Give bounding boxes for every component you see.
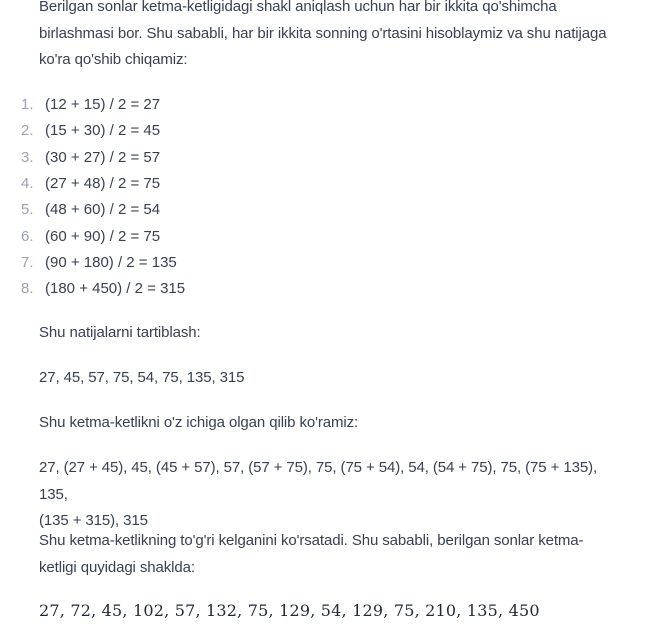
sorted-results: 27, 45, 57, 75, 54, 75, 135, 315 xyxy=(39,369,245,386)
list-item xyxy=(0,92,400,118)
intro-line-2: birlashmasi bor. Shu sababli, har bir ikkita sonning o'rtasini hisoblaymiz va shu natijaga xyxy=(39,24,607,42)
list-item xyxy=(0,276,400,302)
intro-paragraph xyxy=(39,0,629,74)
conclusion-paragraph xyxy=(39,528,629,581)
sort-heading: Shu natijalarni tartiblash: xyxy=(39,324,201,341)
list-item-text: (48 + 60) / 2 = 54 xyxy=(45,201,161,219)
list-item-number: 1. xyxy=(21,96,34,113)
list-item-text: (12 + 15) / 2 = 27 xyxy=(45,96,161,113)
list-item xyxy=(0,224,400,250)
conclusion-line-2: ketligi quyidagi shaklda: xyxy=(39,558,195,576)
list-item-number: 4. xyxy=(21,174,34,192)
list-item xyxy=(0,118,400,144)
final-sequence: 27, 72, 45, 102, 57, 132, 75, 129, 54, 129, 75, 210, 135, 450 xyxy=(39,601,540,620)
list-item-number: 5. xyxy=(21,201,34,219)
conclusion-line-1: Shu ketma-ketlikning to'g'ri kelganini ko'rsatadi. Shu sababli, berilgan sonlar ketma- xyxy=(39,532,584,549)
list-item xyxy=(0,145,400,171)
list-item-number: 7. xyxy=(21,253,34,271)
intro-line-3: ko'ra qo'shib chiqamiz: xyxy=(39,51,188,68)
list-item-number: 2. xyxy=(21,122,34,140)
expanded-sequence xyxy=(39,455,629,535)
list-item xyxy=(0,197,400,223)
list-item xyxy=(0,250,400,276)
list-item-number: 6. xyxy=(21,227,34,245)
list-item-text: (30 + 27) / 2 = 57 xyxy=(45,148,161,166)
list-item xyxy=(0,171,400,197)
list-item-text: (15 + 30) / 2 = 45 xyxy=(45,122,161,140)
list-item-text: (90 + 180) / 2 = 135 xyxy=(45,253,177,271)
list-item-text: (60 + 90) / 2 = 75 xyxy=(45,227,161,245)
expanded-sequence-line-2: (135 + 315), 315 xyxy=(39,512,148,529)
list-item-number: 8. xyxy=(21,280,34,298)
include-heading: Shu ketma-ketlikni o'z ichiga olgan qilib ko'ramiz: xyxy=(39,414,359,431)
list-item-number: 3. xyxy=(21,148,34,166)
list-item-text: (180 + 450) / 2 = 315 xyxy=(45,280,186,298)
intro-line-1: Berilgan sonlar ketma-ketligidagi shakl aniqlash uchun har bir ikkita qo'shimcha xyxy=(39,0,557,15)
expanded-sequence-line-1: 27, (27 + 45), 45, (45 + 57), 57, (57 + 75), 75, (75 + 54), 54, (54 + 75), 75, (75 + 135), 135, xyxy=(39,459,598,503)
list-item-text: (27 + 48) / 2 = 75 xyxy=(45,174,161,192)
